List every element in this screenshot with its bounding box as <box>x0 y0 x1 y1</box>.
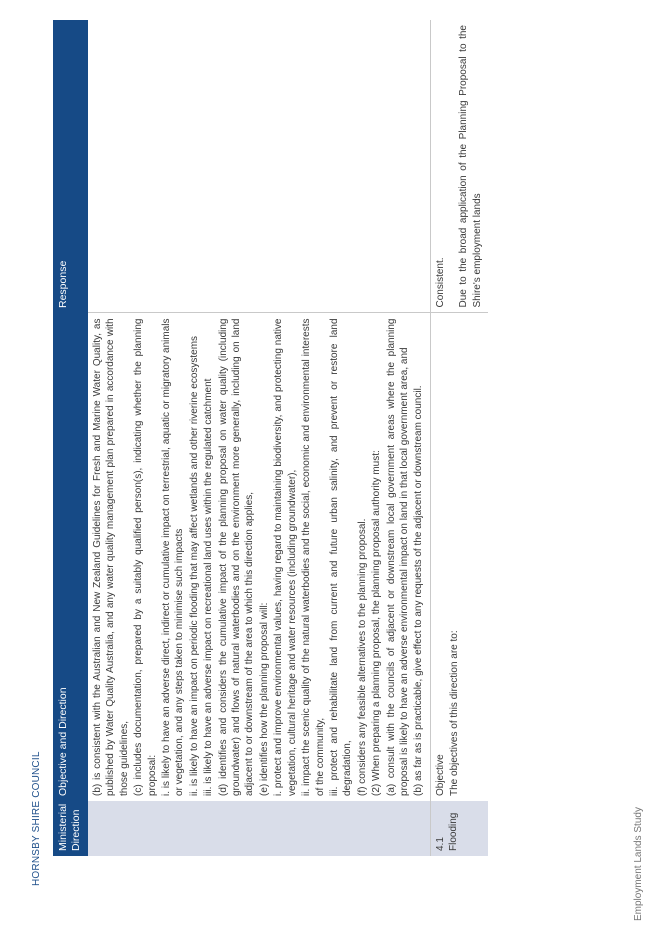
header-response: Response <box>53 20 88 313</box>
clause-text: (a) consult with the councils of adjacent or downstream local government areas where the planning proposal is likely to have an adverse environmental impact on land in that local government area, and <box>385 318 410 796</box>
objective-cell <box>88 313 430 801</box>
response-text: Consistent. <box>434 257 446 308</box>
objective-cell <box>430 313 488 801</box>
header-ministerial-direction: Ministerial Direction <box>53 801 88 856</box>
response-cell <box>430 20 488 313</box>
table-header-row <box>53 20 88 856</box>
clause-text: (e) identifies how the planning proposal will: <box>258 602 270 796</box>
clause-text: (2) When preparing a planning proposal, the planning proposal authority must: <box>371 450 383 796</box>
clause-text: i. is likely to have an adverse direct, indirect or cumulative impact on terrestrial, aquatic or migratory animals or vegetation, and any steps taken to minimise such impacts <box>161 318 186 796</box>
clause-text: (b) as far as is practicable, give effect to any requests of the adjacent or downstream council. <box>413 385 425 796</box>
clause-text: ii. is likely to have an impact on periodic flooding that may affect wetlands and other riverine ecosystems <box>188 335 200 796</box>
footer-study-name: Employment Lands Study <box>633 807 644 921</box>
clause-text: (b) is consistent with the Australian and New Zealand Guidelines for Fresh and Marine Water Quality, as published by Water Quality Australia, and any water quality management plan prepared in accordance with those guidelines, <box>92 318 130 796</box>
clause-text: The objectives of this direction are to: <box>449 630 461 796</box>
direction-cell: 4.1 Flooding <box>430 801 488 856</box>
clause-text: i. protect and improve environmental values, having regard to maintaining biodiversity, and protecting native vegetation, cultural heritage and water resources (including groundwater), <box>273 318 298 796</box>
direction-cell <box>88 801 430 856</box>
table-row <box>88 20 430 856</box>
table-row <box>430 20 488 856</box>
clause-text: ii. impact the scenic quality of the natural waterbodies and the social, economic and environmental interests of the community, <box>301 318 326 796</box>
clause-text: Objective <box>434 754 446 796</box>
council-header: HORNSBY SHIRE COUNCIL <box>31 751 42 886</box>
response-text: Due to the broad application of the Planning Proposal to the Shire's employment lands <box>458 25 483 308</box>
header-objective-direction: Objective and Direction <box>53 313 88 801</box>
response-cell <box>88 20 430 313</box>
clause-text: (d) identifies and considers the cumulative impact of the planning proposal on water quality (including groundwater) and flows of natural waterbodies and on the environment more generally, including on land adjacent to or downstream of the area to which this direction applies, <box>217 318 256 796</box>
clause-text: (f) considers any feasible alternatives to the planning proposal. <box>356 518 368 796</box>
clause-text: iii. is likely to have an adverse impact on recreational land uses within the regulated catchment <box>203 378 215 796</box>
ministerial-direction-table <box>53 20 488 856</box>
clause-text: iii. protect and rehabilitate land from current and future urban salinity, and prevent or restore land degradation, <box>328 318 354 796</box>
clause-text: (c) includes documentation, prepared by a suitably qualified person(s), indicating whether the planning proposal: <box>133 318 158 796</box>
